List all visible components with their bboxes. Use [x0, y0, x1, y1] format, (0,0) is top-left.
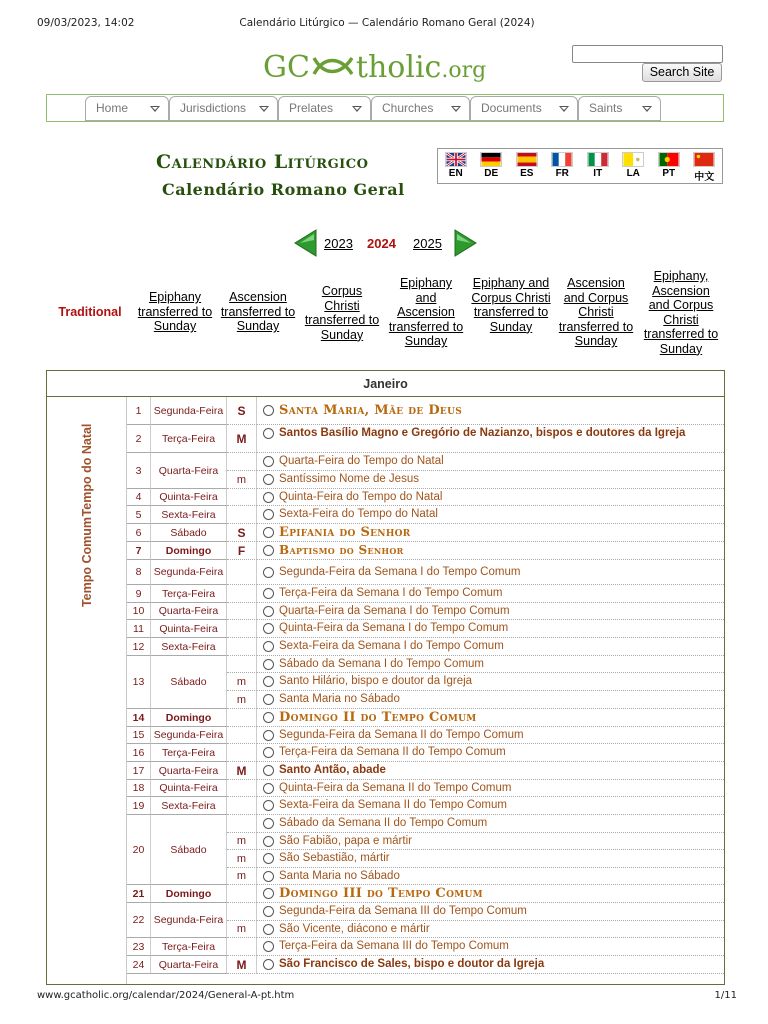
rank-grade: [227, 638, 257, 656]
celebration-label: Baptismo do Senhor: [279, 543, 404, 557]
year-selector: [292, 228, 478, 258]
weekday: Segunda-Feira: [151, 727, 227, 744]
celebration-item[interactable]: [257, 471, 724, 489]
rank-grade: m: [227, 921, 257, 938]
celebration-label: São Francisco de Sales, bispo e doutor da Igreja: [279, 958, 545, 970]
radio-circle-icon[interactable]: [263, 694, 274, 705]
print-header: [37, 17, 737, 31]
nav-home-label: Home: [96, 101, 129, 115]
rank-grade: [227, 603, 257, 620]
celebration-label: Domingo III do Tempo Comum: [279, 886, 483, 901]
rank-grade: [227, 815, 257, 833]
rank-grade: [227, 506, 257, 524]
radio-circle-icon[interactable]: [263, 567, 274, 578]
radio-circle-icon[interactable]: [263, 871, 274, 882]
radio-circle-icon[interactable]: [263, 606, 274, 617]
chevron-down-icon: [451, 106, 461, 112]
spain-flag-icon: [516, 152, 538, 167]
celebration-item[interactable]: [257, 425, 724, 453]
logo-text-left: GC: [263, 50, 310, 85]
rank-grade: [227, 709, 257, 727]
lang-pt-label: PT: [662, 168, 676, 179]
lang-en-label: EN: [448, 168, 463, 179]
celebration-label: Sexta-Feira do Tempo do Natal: [279, 508, 438, 520]
lang-pt[interactable]: [651, 149, 687, 183]
celebration-item[interactable]: [257, 397, 724, 425]
radio-circle-icon[interactable]: [263, 659, 274, 670]
variant-ascension-corpus[interactable]: Ascension and Corpus Christi transferred to Sunday: [558, 276, 634, 348]
celebration-label: Sábado da Semana II do Tempo Comum: [279, 817, 488, 829]
chevron-down-icon: [150, 106, 160, 112]
logo-ichthys-icon: [310, 52, 356, 80]
celebration-label: São Fabião, papa e mártir: [279, 834, 412, 847]
celebration-label: Santa Maria, Mãe de Deus: [279, 403, 463, 418]
variant-epiphany[interactable]: Epiphany transferred to Sunday: [137, 290, 213, 333]
nav-documents-label: Documents: [481, 101, 542, 115]
weekday: Segunda-Feira: [151, 903, 227, 938]
rank-grade: [227, 744, 257, 762]
day-number: 5: [127, 506, 151, 524]
lang-fr[interactable]: [545, 149, 581, 183]
celebration-item[interactable]: [257, 903, 724, 921]
celebration-label: Terça-Feira da Semana I do Tempo Comum: [279, 587, 503, 599]
celebration-label: Santo Hilário, bispo e doutor da Igreja: [279, 675, 473, 687]
celebration-item[interactable]: [257, 762, 724, 780]
day-number: 12: [127, 638, 151, 656]
celebration-item[interactable]: [257, 727, 724, 744]
nav-home[interactable]: [85, 96, 169, 121]
page-subtitle: Calendário Romano Geral: [162, 180, 405, 199]
rank-grade: [227, 903, 257, 921]
radio-circle-icon[interactable]: [263, 588, 274, 599]
celebration-item[interactable]: [257, 938, 724, 956]
celebration-label: Santo Antão, abade: [279, 764, 386, 776]
celebration-item[interactable]: [257, 885, 724, 903]
day-number: 21: [127, 885, 151, 903]
celebration-label: Quinta-Feira da Semana II do Tempo Comum: [279, 781, 512, 794]
year-current: 2024: [367, 236, 396, 251]
year-prev-link[interactable]: 2023: [324, 236, 353, 251]
weekday: Quinta-Feira: [151, 780, 227, 797]
weekday: Domingo: [151, 542, 227, 560]
celebration-item[interactable]: [257, 921, 724, 938]
rank-grade: [227, 489, 257, 506]
season-label: Tempo Comum: [80, 516, 94, 608]
celebration-label: São Vicente, diácono e mártir: [279, 922, 430, 935]
lang-en[interactable]: [438, 149, 474, 183]
radio-circle-icon[interactable]: [263, 783, 274, 794]
nav-jurisdictions[interactable]: [169, 96, 278, 121]
logo-text-right: tholic: [355, 50, 442, 85]
rank-grade: m: [227, 850, 257, 868]
weekday: Terça-Feira: [151, 425, 227, 453]
celebration-label: Santos Basílio Magno e Gregório de Nazianzo, bispos e doutores da Igreja: [279, 427, 686, 439]
radio-circle-icon[interactable]: [263, 456, 274, 467]
celebration-item[interactable]: [257, 709, 724, 727]
celebration-label: Domingo II do Tempo Comum: [279, 710, 477, 725]
rank-grade: [227, 885, 257, 903]
page-title: Calendário Litúrgico: [156, 151, 369, 173]
lang-it-label: IT: [593, 168, 603, 179]
day-number: 2: [127, 425, 151, 453]
print-timestamp: 09/03/2023, 14:02: [37, 17, 135, 29]
chevron-down-icon: [352, 106, 362, 112]
rank-grade: m: [227, 471, 257, 489]
day-number: 23: [127, 938, 151, 956]
day-number: 4: [127, 489, 151, 506]
variant-all-three[interactable]: Epiphany, Ascension and Corpus Christi transferred to Sunday: [643, 269, 719, 356]
weekday: Domingo: [151, 709, 227, 727]
celebration-label: São Sebastião, mártir: [279, 852, 390, 864]
nav-churches[interactable]: [371, 96, 470, 121]
rank-grade: S: [227, 524, 257, 542]
day-number: 1: [127, 397, 151, 425]
radio-circle-icon[interactable]: [263, 405, 274, 416]
day-number: 13: [127, 656, 151, 709]
season-label: Tempo do Natal: [80, 423, 94, 517]
variant-epiphany-corpus[interactable]: Epiphany and Corpus Christi transferred to Sunday: [471, 276, 551, 334]
radio-circle-icon[interactable]: [263, 509, 274, 520]
lang-es[interactable]: [509, 149, 545, 183]
weekday: Sexta-Feira: [151, 638, 227, 656]
nav-jurisdictions-label: Jurisdictions: [180, 101, 247, 115]
celebration-item[interactable]: [257, 506, 724, 524]
celebration-item[interactable]: [257, 850, 724, 868]
weekday: Quarta-Feira: [151, 453, 227, 489]
celebration-label: Terça-Feira da Semana II do Tempo Comum: [279, 746, 506, 758]
rank-grade: [227, 560, 257, 585]
weekday: Terça-Feira: [151, 744, 227, 762]
radio-circle-icon[interactable]: [263, 623, 274, 634]
germany-flag-icon: [480, 152, 502, 167]
variant-corpus-christi[interactable]: Corpus Christi transferred to Sunday: [304, 284, 380, 342]
print-title: Calendário Litúrgico — Calendário Romano Geral (2024): [239, 17, 535, 29]
nav-prelates-label: Prelates: [289, 101, 334, 115]
nav-prelates[interactable]: [278, 96, 371, 121]
arrow-right-icon[interactable]: [453, 228, 479, 258]
day-number: 10: [127, 603, 151, 620]
day-number: 18: [127, 780, 151, 797]
celebration-label: Epifania do Senhor: [279, 525, 411, 540]
radio-circle-icon[interactable]: [263, 853, 274, 864]
celebration-label: Sexta-Feira da Semana I do Tempo Comum: [279, 640, 504, 652]
site-logo[interactable]: [263, 50, 486, 90]
weekday: Quinta-Feira: [151, 489, 227, 506]
celebration-item[interactable]: [257, 620, 724, 638]
radio-circle-icon[interactable]: [263, 924, 274, 935]
weekday: Sexta-Feira: [151, 797, 227, 815]
celebration-label: Santa Maria no Sábado: [279, 869, 400, 882]
radio-circle-icon[interactable]: [263, 836, 274, 847]
lang-zh[interactable]: [687, 149, 723, 183]
celebration-label: Santíssimo Nome de Jesus: [279, 473, 419, 485]
uk-flag-icon: [445, 152, 467, 167]
weekday: Sábado: [151, 524, 227, 542]
day-number: 7: [127, 542, 151, 560]
rank-grade: m: [227, 868, 257, 885]
weekday: Segunda-Feira: [151, 560, 227, 585]
weekday: Quarta-Feira: [151, 956, 227, 974]
weekday: Sábado: [151, 815, 227, 885]
lang-fr-label: FR: [555, 168, 569, 179]
print-url: www.gcatholic.org/calendar/2024/General-A-pt.htm: [37, 990, 295, 1001]
radio-circle-icon[interactable]: [263, 545, 274, 556]
rank-grade: M: [227, 425, 257, 453]
celebration-label: Terça-Feira da Semana III do Tempo Comum: [279, 940, 509, 952]
print-footer: [37, 990, 737, 1004]
lang-la[interactable]: [616, 149, 652, 183]
day-number: 11: [127, 620, 151, 638]
weekday: Segunda-Feira: [151, 397, 227, 425]
radio-circle-icon[interactable]: [263, 730, 274, 741]
lang-zh-label: 中文: [694, 172, 715, 183]
celebration-item[interactable]: [257, 815, 724, 833]
rank-grade: [227, 620, 257, 638]
celebration-item[interactable]: [257, 603, 724, 620]
vatican-flag-icon: [622, 152, 644, 167]
rank-grade: [227, 797, 257, 815]
radio-circle-icon[interactable]: [263, 765, 274, 776]
nav-documents[interactable]: [470, 96, 578, 121]
celebration-label: Quinta-Feira da Semana I do Tempo Comum: [279, 622, 509, 634]
year-next-link[interactable]: 2025: [413, 236, 442, 251]
radio-circle-icon[interactable]: [263, 959, 274, 970]
rank-grade: m: [227, 833, 257, 850]
nav-saints-label: Saints: [589, 101, 623, 115]
main-navbar: [46, 94, 724, 122]
celebration-item[interactable]: [257, 744, 724, 762]
weekday: Sexta-Feira: [151, 506, 227, 524]
radio-circle-icon[interactable]: [263, 492, 274, 503]
search-button[interactable]: Search Site: [642, 63, 722, 82]
celebration-item[interactable]: [257, 868, 724, 885]
weekday: Domingo: [151, 885, 227, 903]
china-flag-icon: [693, 152, 715, 167]
celebration-item[interactable]: [257, 524, 724, 542]
day-number: 8: [127, 560, 151, 585]
radio-circle-icon[interactable]: [263, 428, 274, 439]
variant-ascension[interactable]: Ascension transferred to Sunday: [220, 290, 296, 333]
day-number: 9: [127, 585, 151, 603]
radio-circle-icon[interactable]: [263, 712, 274, 723]
radio-circle-icon[interactable]: [263, 527, 274, 538]
weekday: Sábado: [151, 656, 227, 709]
celebration-item[interactable]: [257, 673, 724, 691]
radio-circle-icon[interactable]: [263, 676, 274, 687]
season-ordinary: [47, 516, 127, 985]
celebration-item[interactable]: [257, 585, 724, 603]
day-number: 17: [127, 762, 151, 780]
rank-grade: M: [227, 762, 257, 780]
lang-la-label: LA: [626, 168, 640, 179]
month-header: Janeiro: [47, 371, 724, 397]
weekday: Terça-Feira: [151, 938, 227, 956]
celebration-label: Quarta-Feira da Semana I do Tempo Comum: [279, 604, 510, 617]
variant-traditional: Traditional: [58, 305, 122, 319]
celebration-item[interactable]: [257, 656, 724, 673]
celebration-item[interactable]: [257, 833, 724, 850]
nav-saints[interactable]: [578, 96, 661, 121]
radio-circle-icon[interactable]: [263, 941, 274, 952]
celebration-item[interactable]: [257, 542, 724, 560]
lang-es-label: ES: [520, 168, 534, 179]
rank-grade: [227, 453, 257, 471]
day-number: 19: [127, 797, 151, 815]
weekday: Quarta-Feira: [151, 762, 227, 780]
rank-grade: [227, 656, 257, 673]
weekday: Terça-Feira: [151, 585, 227, 603]
portugal-flag-icon: [658, 152, 680, 167]
day-number: 14: [127, 709, 151, 727]
lang-de[interactable]: [474, 149, 510, 183]
celebration-item[interactable]: [257, 956, 724, 974]
day-number: 6: [127, 524, 151, 542]
celebration-label: Segunda-Feira da Semana II do Tempo Comum: [279, 728, 524, 741]
day-number: 22: [127, 903, 151, 938]
language-switcher: [437, 148, 723, 184]
radio-circle-icon[interactable]: [263, 474, 274, 485]
celebration-label: Sexta-Feira da Semana II do Tempo Comum: [279, 799, 507, 811]
celebration-item[interactable]: [257, 489, 724, 506]
celebration-item[interactable]: [257, 780, 724, 797]
celebration-item[interactable]: [257, 797, 724, 815]
calendar-table: [46, 370, 725, 985]
weekday: Quinta-Feira: [151, 620, 227, 638]
radio-circle-icon[interactable]: [263, 641, 274, 652]
print-page-number: 1/11: [714, 990, 737, 1001]
day-number: 3: [127, 453, 151, 489]
radio-circle-icon[interactable]: [263, 818, 274, 829]
day-number: 20: [127, 815, 151, 885]
radio-circle-icon[interactable]: [263, 800, 274, 811]
celebration-item[interactable]: [257, 453, 724, 471]
rank-grade: M: [227, 956, 257, 974]
rank-grade: S: [227, 397, 257, 425]
rank-grade: F: [227, 542, 257, 560]
search-input[interactable]: [572, 45, 723, 63]
logo-suffix: .org: [441, 58, 487, 83]
nav-churches-label: Churches: [382, 101, 434, 115]
radio-circle-icon[interactable]: [263, 906, 274, 917]
rank-grade: m: [227, 691, 257, 709]
rank-grade: [227, 938, 257, 956]
rank-grade: m: [227, 673, 257, 691]
celebration-label: Quarta-Feira do Tempo do Natal: [279, 455, 444, 467]
france-flag-icon: [551, 152, 573, 167]
day-number: 15: [127, 727, 151, 744]
lang-it[interactable]: [580, 149, 616, 183]
chevron-down-icon: [642, 106, 652, 112]
celebration-label: Santa Maria no Sábado: [279, 693, 400, 705]
weekday: Quarta-Feira: [151, 603, 227, 620]
day-number: 16: [127, 744, 151, 762]
celebration-item[interactable]: [257, 691, 724, 709]
italy-flag-icon: [587, 152, 609, 167]
day-number: 24: [127, 956, 151, 974]
rank-grade: [227, 727, 257, 744]
arrow-left-icon[interactable]: [292, 228, 318, 258]
rank-grade: [227, 780, 257, 797]
radio-circle-icon[interactable]: [263, 747, 274, 758]
celebration-label: Segunda-Feira da Semana III do Tempo Comum: [279, 905, 527, 917]
celebration-item[interactable]: [257, 638, 724, 656]
chevron-down-icon: [259, 106, 269, 112]
radio-circle-icon[interactable]: [263, 888, 274, 899]
celebration-label: Quinta-Feira do Tempo do Natal: [279, 490, 443, 503]
celebration-label: Segunda-Feira da Semana I do Tempo Comum: [279, 565, 521, 578]
chevron-down-icon: [559, 106, 569, 112]
celebration-label: Sábado da Semana I do Tempo Comum: [279, 657, 484, 670]
variant-epiphany-ascension[interactable]: Epiphany and Ascension transferred to Sunday: [388, 276, 464, 348]
lang-de-label: DE: [484, 168, 499, 179]
rank-grade: [227, 585, 257, 603]
celebration-item[interactable]: [257, 560, 724, 585]
